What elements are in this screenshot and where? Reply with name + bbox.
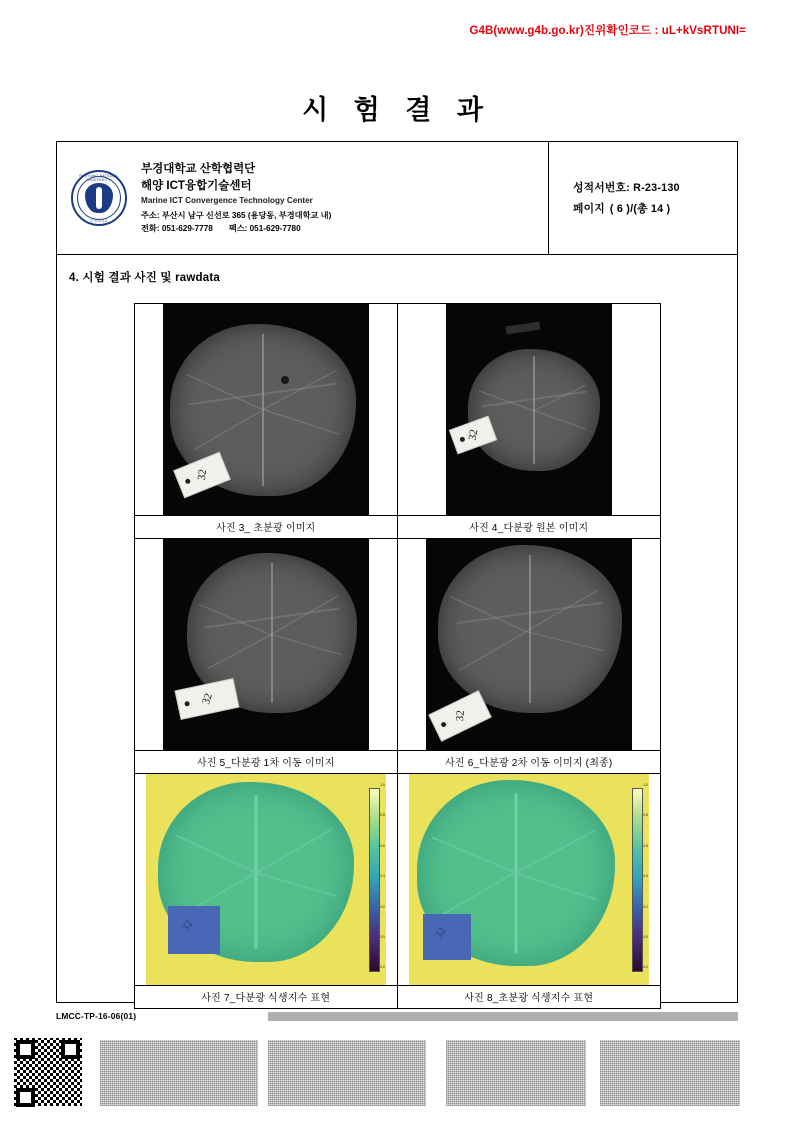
sample-tag-3: [174, 678, 239, 720]
photo-caption-2: 사진 4_다분광 원본 이미지: [398, 515, 661, 538]
photo-cell-5: [135, 774, 398, 1008]
sample-tag-number-2: 32: [465, 428, 480, 442]
sample-tag-number-6: 32: [432, 925, 449, 941]
photo-caption-1: 사진 3_ 초분광 이미지: [135, 515, 397, 538]
security-pattern-2: [268, 1040, 426, 1106]
photo-image-5: [135, 774, 397, 985]
multispectral-original-image: [446, 304, 612, 515]
photo-cell-2: [398, 304, 661, 539]
org-phone: 전화: 051-629-7778: [141, 224, 213, 234]
sample-tag-5: [168, 906, 220, 954]
report-frame: [56, 141, 738, 1003]
org-contact: [141, 223, 331, 235]
report-header: [57, 142, 737, 255]
section-heading: 4. 시험 결과 사진 및 rawdata: [69, 272, 220, 284]
photo-caption-3: 사진 5_다분광 1차 이동 이미지: [135, 750, 397, 773]
verification-code-text: G4B(www.g4b.go.kr)진위확인코드 : uL+kVsRTUNI=: [469, 25, 746, 37]
report-number: 성적서번호: R-23-130: [573, 182, 680, 194]
hyperspectral-image: [163, 304, 369, 515]
emblem-bottom-text: 부경대학교: [90, 218, 108, 223]
footer-grey-bar: [268, 1012, 738, 1021]
org-name-line1: 부경대학교 산학협력단: [141, 163, 256, 176]
photo-image-3: [135, 539, 397, 750]
security-pattern-1: [100, 1040, 258, 1106]
sample-tag-number-4: 32: [453, 710, 467, 722]
org-address: 주소: 부산시 남구 신선로 365 (용당동, 부경대학교 내): [141, 210, 332, 220]
qr-code-corner-icon: [16, 1088, 35, 1107]
hyperspectral-vegetation-index-image: [409, 774, 649, 985]
organization-info: [141, 161, 331, 235]
photo-image-2: [398, 304, 661, 515]
photo-image-1: [135, 304, 397, 515]
sample-tag-number-5: 32: [179, 918, 196, 934]
header-organization-block: [57, 142, 549, 254]
sample-tag-number-1: 32: [195, 468, 209, 482]
sample-tag-4: [428, 690, 491, 742]
org-fax: 팩스: 051-629-7780: [228, 224, 301, 234]
sample-tag-number-3: 32: [199, 691, 215, 707]
header-report-meta: [549, 142, 737, 254]
multispectral-shift2-image: [426, 539, 632, 750]
org-name-line2: 해양 ICT융합기술센터: [141, 179, 252, 192]
form-code: LMCC-TP-16-06(01): [56, 1011, 137, 1021]
security-pattern-4: [600, 1040, 740, 1106]
photo-cell-1: [135, 304, 398, 539]
colorbar-ticks-5: 1.0 0.8 0.6 0.4 0.2 0.0 -0.2: [379, 783, 385, 970]
page-value: ( 6 )/(총 14 ): [609, 203, 671, 215]
multispectral-shift1-image: [163, 539, 369, 750]
photo-image-6: [398, 774, 661, 985]
photo-caption-6: 사진 8_초분광 식생지수 표현: [398, 985, 661, 1008]
colorbar-ticks-6: 1.0 0.8 0.6 0.4 0.2 0.0 -0.2: [642, 783, 648, 970]
page-indicator: [573, 201, 737, 216]
photo-cell-3: [135, 539, 398, 774]
page-title: 시 험 결 과: [302, 95, 492, 125]
photo-image-4: [398, 539, 661, 750]
photo-caption-5: 사진 7_다분광 식생지수 표현: [135, 985, 397, 1008]
org-name-english: Marine ICT Convergence Technology Center: [141, 195, 313, 205]
university-emblem-icon: [71, 170, 127, 226]
sample-tag-6: [423, 914, 471, 960]
security-pattern-3: [446, 1040, 586, 1106]
photo-cell-4: [398, 539, 661, 774]
photo-cell-6: [398, 774, 661, 1008]
multispectral-vegetation-index-image: [146, 774, 386, 985]
sample-tag-1: [173, 452, 231, 499]
photo-caption-4: 사진 6_다분광 2차 이동 이미지 (최종): [398, 750, 661, 773]
emblem-top-text: PUKYONG NATIONAL UNIVERSITY: [79, 173, 119, 182]
page-label: 페이지: [573, 203, 605, 215]
photo-grid: [134, 303, 661, 1009]
